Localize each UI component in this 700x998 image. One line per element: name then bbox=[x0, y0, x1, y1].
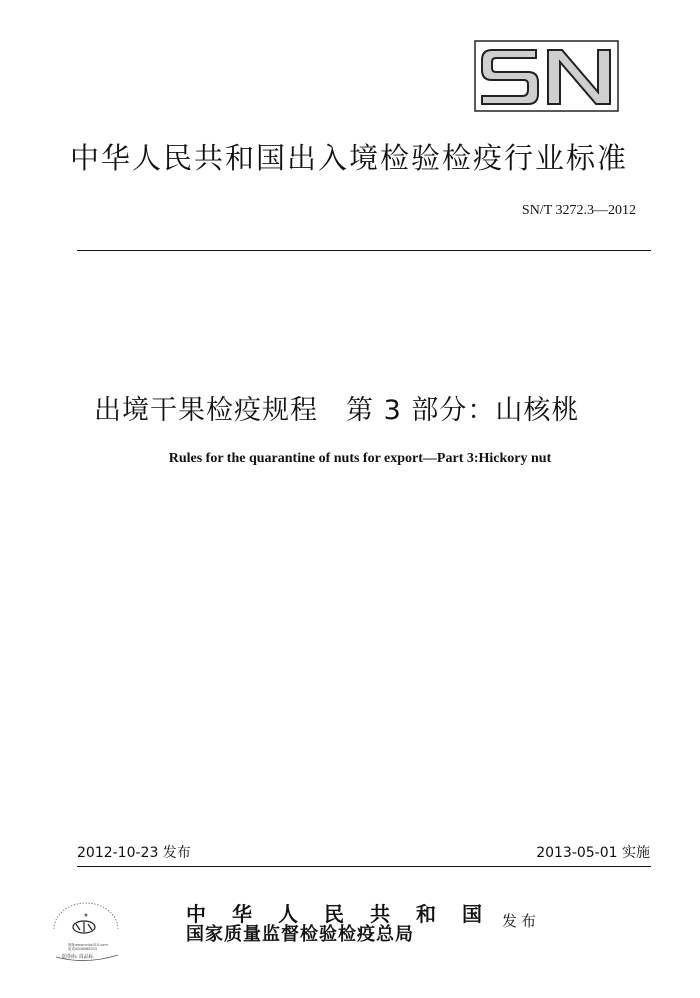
issuer-char: 华 bbox=[232, 902, 252, 926]
sn-logo bbox=[474, 40, 619, 112]
document-title-en: Rules for the quarantine of nuts for export—Part 3:Hickory nut bbox=[168, 451, 552, 466]
bottom-divider bbox=[77, 866, 651, 867]
issuer-char: 人 bbox=[278, 902, 298, 926]
stamp-phone: 电话4006088315 bbox=[68, 947, 98, 951]
document-title-zh: 出境干果检疫规程 第 3 部分：山核桃 bbox=[94, 395, 580, 426]
issuer-char: 和 bbox=[416, 902, 436, 926]
issue-date: 2012-10-23 发布 bbox=[77, 845, 191, 861]
issuer-char: 中 bbox=[186, 902, 206, 926]
stamp-label: 防伪标 真品标 bbox=[62, 954, 94, 960]
stamp-url: 网址www.cnbz315.com bbox=[68, 943, 108, 947]
issuer-char: 民 bbox=[324, 902, 344, 926]
issuer-char: 共 bbox=[370, 902, 390, 926]
standard-number: SN/T 3272.3—2012 bbox=[521, 203, 636, 218]
implementation-date: 2013-05-01 实施 bbox=[536, 845, 650, 861]
org-title: 中华人民共和国出入境检验检疫行业标准 bbox=[70, 141, 629, 175]
issuer-agency: 国家质量监督检验检疫总局 bbox=[186, 924, 414, 945]
issuer-char: 国 bbox=[462, 902, 482, 926]
top-divider bbox=[77, 250, 651, 251]
svg-text:★: ★ bbox=[83, 912, 89, 919]
publish-label: 发布 bbox=[502, 912, 541, 930]
